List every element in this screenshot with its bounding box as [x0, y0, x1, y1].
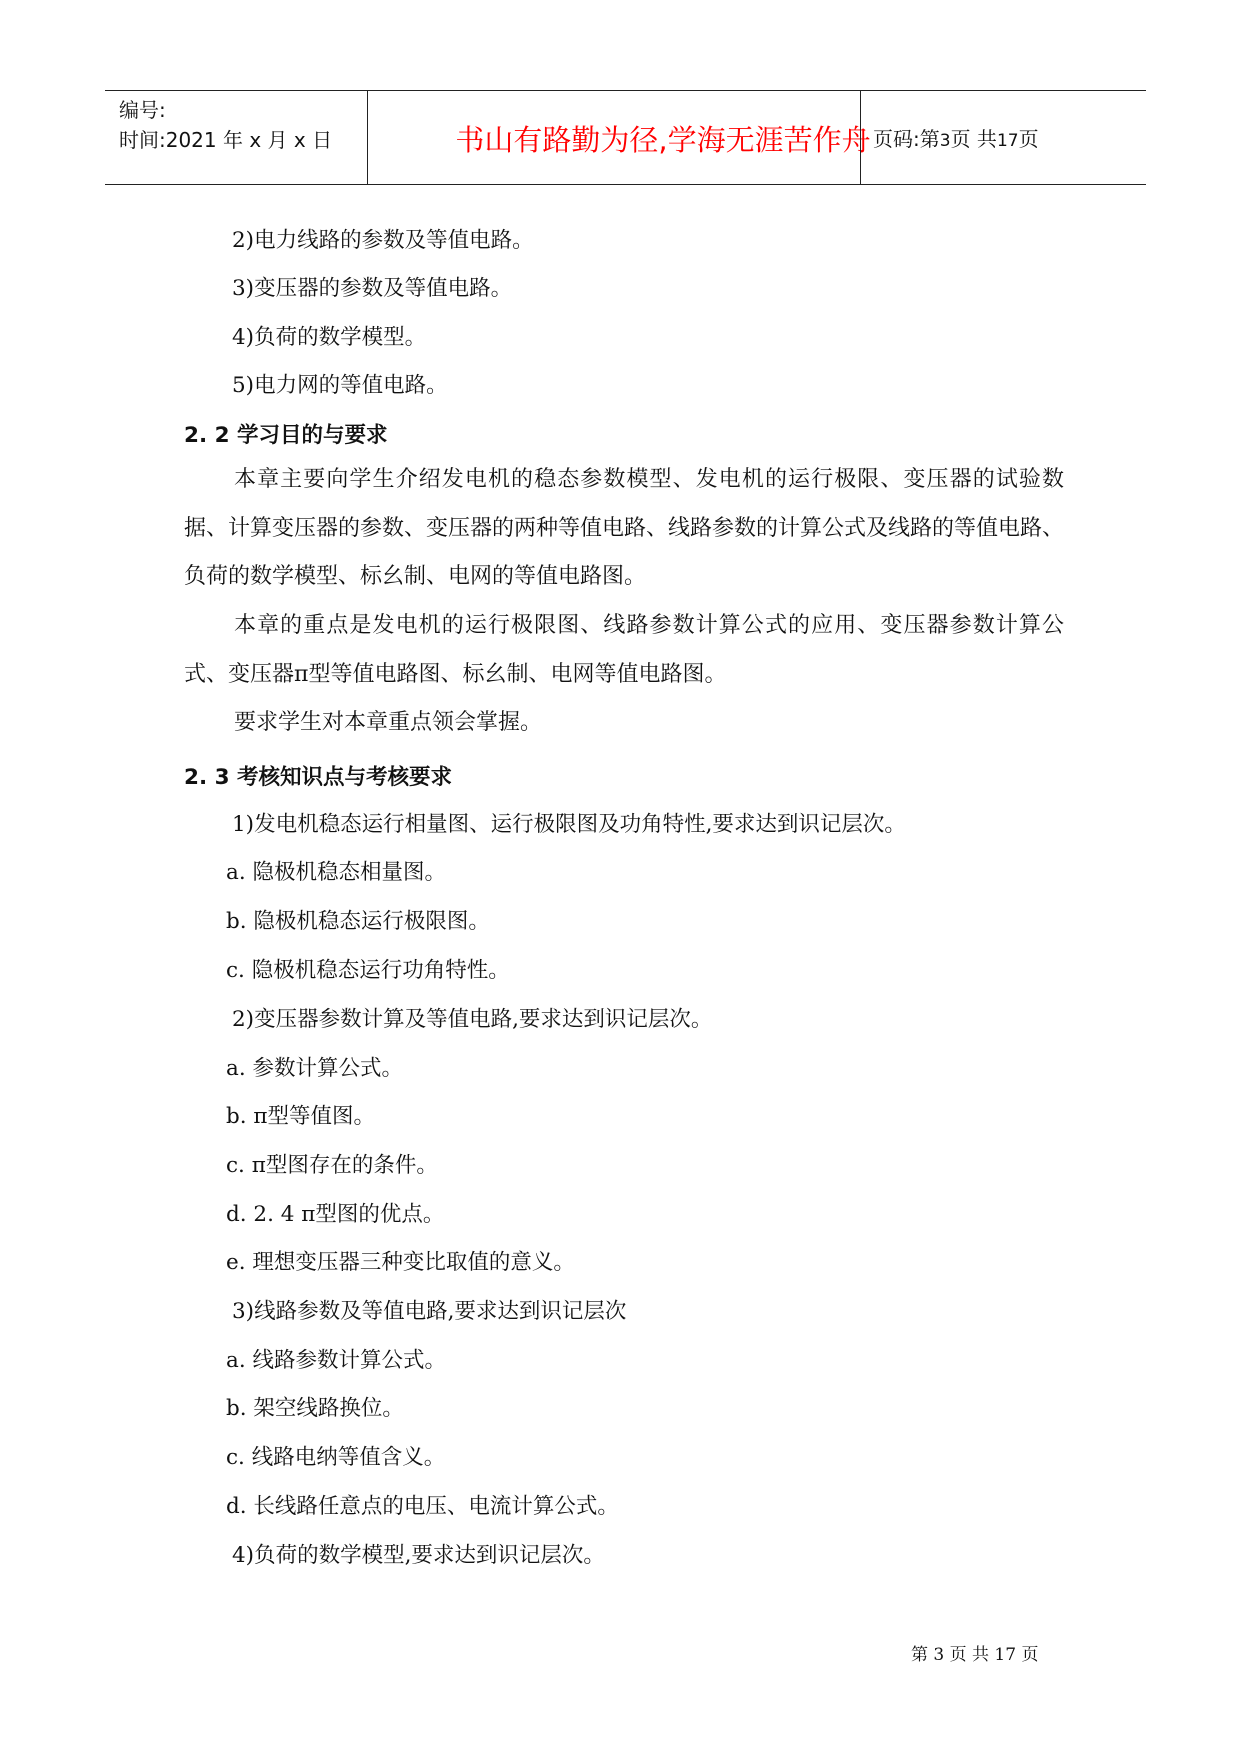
- list-item: 2)变压器参数计算及等值电路,要求达到识记层次。: [232, 1007, 713, 1032]
- page-prefix: 页码:第: [873, 127, 940, 151]
- page-header: [105, 90, 1146, 185]
- paragraph-requirement: 要求学生对本章重点领会掌握。: [234, 710, 543, 735]
- list-item: b. 架空线路换位。: [226, 1396, 404, 1421]
- document-time: 时间:2021 年 x 月 x 日: [119, 128, 333, 152]
- page-middle: 页 共: [950, 127, 997, 151]
- list-item: c. 隐极机稳态运行功角特性。: [226, 958, 510, 983]
- list-item: 4)负荷的数学模型,要求达到识记层次。: [232, 1543, 605, 1568]
- list-item: d. 2. 4 π型图的优点。: [226, 1202, 445, 1227]
- header-meta: [119, 95, 332, 155]
- list-item: d. 长线路任意点的电压、电流计算公式。: [226, 1494, 619, 1519]
- page-total: 17: [996, 131, 1019, 151]
- header-motto: 书山有路勤为径,学海无涯苦作舟: [455, 123, 871, 157]
- list-item: 1)发电机稳态运行相量图、运行极限图及功角特性,要求达到识记层次。: [232, 812, 906, 837]
- page-suffix: 页: [1018, 127, 1039, 151]
- list-item: b. π型等值图。: [226, 1104, 376, 1129]
- section-heading-2-3: 2. 3 考核知识点与考核要求: [184, 765, 453, 790]
- paragraph-key-points: 本章的重点是发电机的运行极限图、线路参数计算公式的应用、变压器参数计算公式、变压器π型等值电路图、标幺制、电网等值电路图。: [184, 613, 1064, 687]
- list-item: 4)负荷的数学模型。: [232, 325, 427, 350]
- page-footer: 第 3 页 共 17 页: [911, 1645, 1039, 1665]
- section-heading-2-2: 2. 2 学习目的与要求: [184, 423, 388, 448]
- document-number-label: 编号:: [119, 98, 166, 122]
- list-item: 2)电力线路的参数及等值电路。: [232, 228, 534, 253]
- paragraph-intro: 本章主要向学生介绍发电机的稳态参数模型、发电机的运行极限、变压器的试验数据、计算变压器的参数、变压器的两种等值电路、线路参数的计算公式及线路的等值电路、负荷的数学模型、标幺制、电网的等值电路图。: [184, 467, 1065, 589]
- header-page-indicator: [873, 123, 1039, 152]
- list-item: 5)电力网的等值电路。: [232, 373, 448, 398]
- list-item: a. 隐极机稳态相量图。: [226, 860, 446, 885]
- list-item: e. 理想变压器三种变比取值的意义。: [226, 1250, 575, 1275]
- page-current: 3: [939, 131, 951, 151]
- list-item: 3)线路参数及等值电路,要求达到识记层次: [232, 1299, 627, 1324]
- list-item: c. π型图存在的条件。: [226, 1153, 438, 1178]
- header-divider-right: [860, 91, 861, 184]
- list-item: a. 参数计算公式。: [226, 1056, 403, 1081]
- list-item: a. 线路参数计算公式。: [226, 1348, 446, 1373]
- list-item: c. 线路电纳等值含义。: [226, 1445, 446, 1470]
- list-item: 3)变压器的参数及等值电路。: [232, 276, 513, 301]
- list-item: b. 隐极机稳态运行极限图。: [226, 909, 490, 934]
